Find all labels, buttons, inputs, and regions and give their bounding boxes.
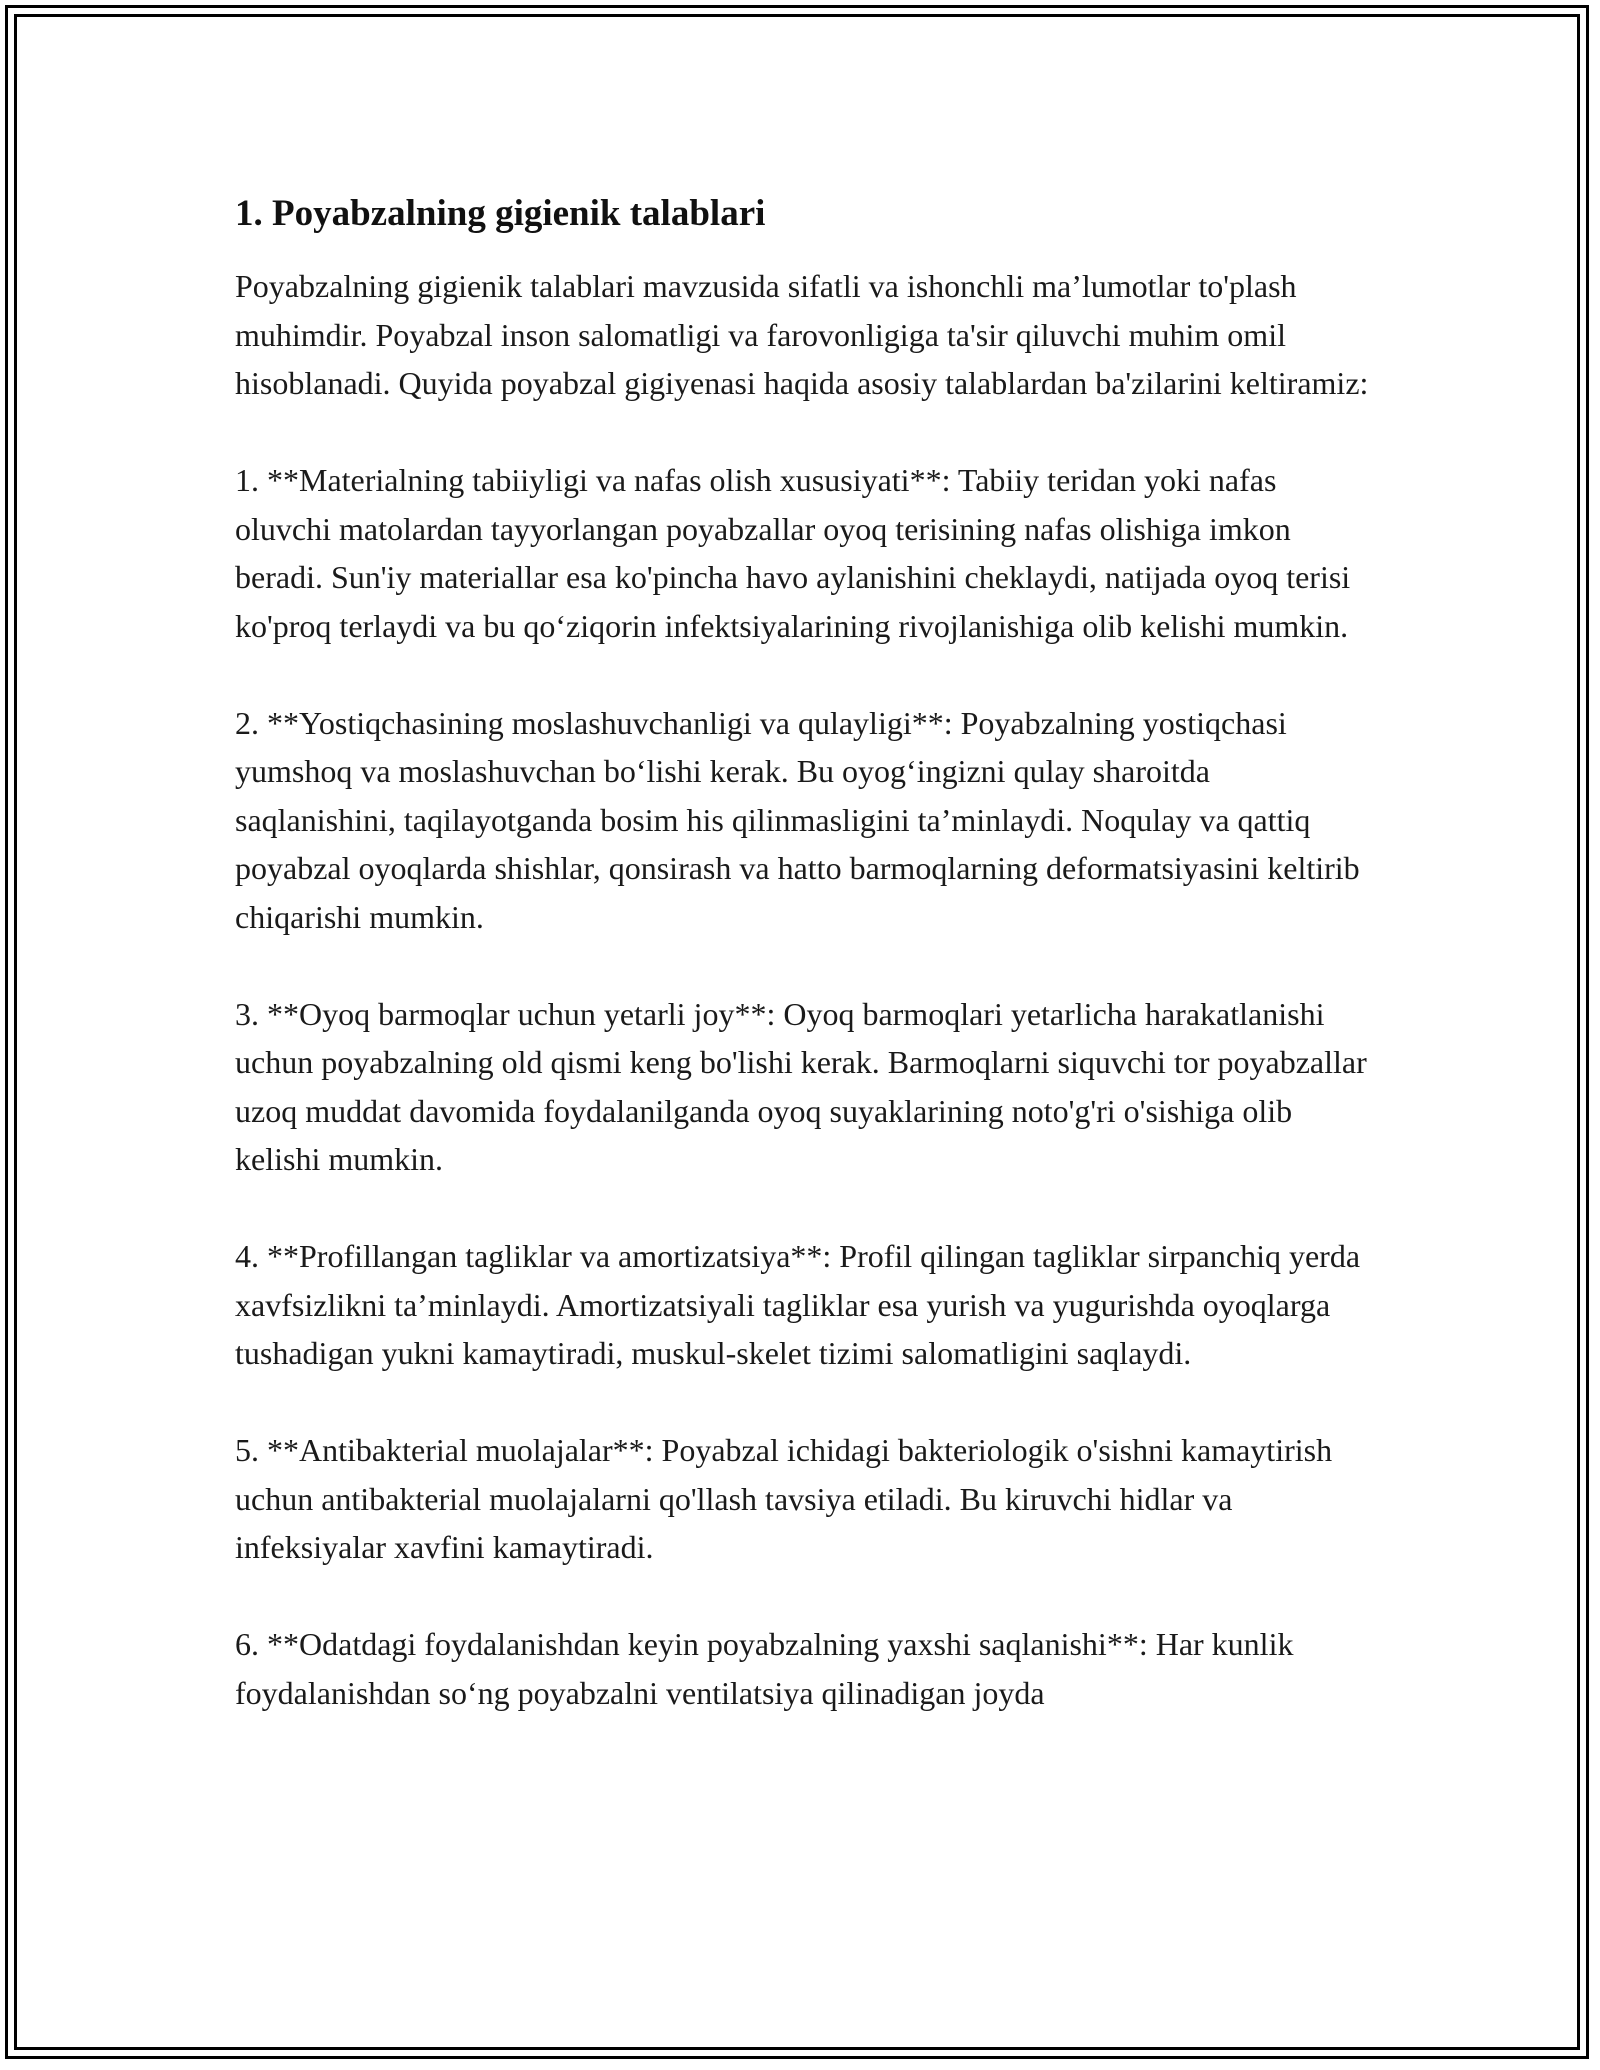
paragraph-item-2: 2. **Yostiqchasining moslashuvchanligi va qulayligi**: Poyabzalning yostiqchasi yumshoq va moslashuvchan bo‘lishi kerak. Bu oyog‘ingizni qulay sharoitda saqlanishini, taqilayotganda bosim his qilinmasligini ta’minlaydi. Noqulay va qattiq poyabzal oyoqlarda shishlar, qonsirash va hatto barmoqlarning deformatsiyasini keltirib chiqarishi mumkin. <box>235 704 1360 935</box>
paragraph-item-4: 4. **Profillangan tagliklar va amortizatsiya**: Profil qilingan tagliklar sirpanchiq yerda xavfsizlikni ta’minlaydi. Amortizatsiyali tagliklar esa yurish va yugurishda oyoqlarga tushadigan yukni kamaytiradi, muskul-skelet tizimi salomatligini saqlaydi. <box>235 1238 1361 1371</box>
paragraph-item-3: 3. **Oyoq barmoqlar uchun yetarli joy**: Oyoq barmoqlari yetarlicha harakatlanishi uchun poyabzalning old qismi keng bo'lishi kerak. Barmoqlarni siquvchi tor poyabzallar uzoq muddat davomida foydalanilganda oyoq suyaklarining noto'g'ri o'sishiga olib kelishi mumkin. <box>235 995 1367 1177</box>
section-heading: 1. Poyabzalning gigienik talablari <box>235 193 766 234</box>
paragraph-item-6: 6. **Odatdagi foydalanishdan keyin poyabzalning yaxshi saqlanishi**: Har kunlik foydalanishdan so‘ng poyabzalni ventilatsiya qilinadigan joyda <box>235 1626 1294 1711</box>
paragraph-item-5: 5. **Antibakterial muolajalar**: Poyabzal ichidagi bakteriologik o'sishni kamaytirish uchun antibakterial muolajalarni qo'llash tavsiya etiladi. Bu kiruvchi hidlar va infeksiyalar xavfini kamaytiradi. <box>235 1432 1333 1565</box>
intro-paragraph: Poyabzalning gigienik talablari mavzusida sifatli va ishonchli ma’lumotlar to'plash muhimdir. Poyabzal inson salomatligi va farovonligiga ta'sir qiluvchi muhim omil hisoblanadi. Quyida poyabzal gigiyenasi haqida asosiy talablardan ba'zilarini keltiramiz: <box>235 268 1369 401</box>
document-body <box>235 190 1370 1717</box>
paragraph-item-1: 1. **Materialning tabiiyligi va nafas olish xususiyati**: Tabiiy teridan yoki nafas oluvchi matolardan tayyorlangan poyabzallar oyoq terisining nafas olishiga imkon beradi. Sun'iy materiallar esa ko'pincha havo aylanishini cheklaydi, natijada oyoq terisi ko'proq terlaydi va bu qo‘ziqorin infektsiyalarining rivojlanishiga olib kelishi mumkin. <box>235 462 1351 644</box>
